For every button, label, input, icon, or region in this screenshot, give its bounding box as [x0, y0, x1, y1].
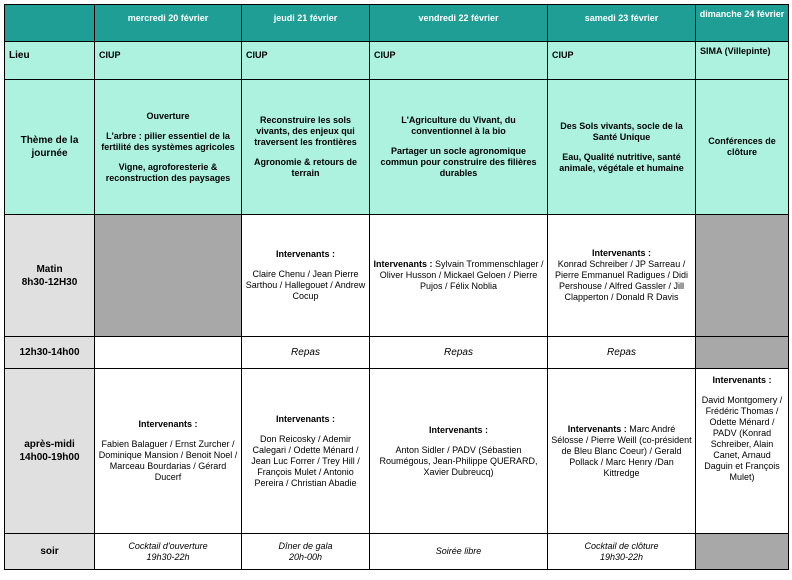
soir-thu: [242, 534, 370, 570]
lieu-sun: SIMA (Villepinte): [696, 42, 789, 80]
row-label-midi: 12h30-14h00: [5, 337, 95, 369]
theme-row: [5, 80, 789, 215]
schedule-table: [4, 4, 789, 570]
theme-thu-line1: Reconstruire les sols vivants, des enjeux qui traversent les frontières: [254, 115, 357, 147]
apres-fri-speakers: Anton Sidler / PADV (Sébastien Roumégous, Jean-Philippe QUERARD, Xavier Dubreucq): [379, 444, 538, 477]
repas-thu: Repas: [242, 337, 370, 369]
apres-time: 14h00-19h00: [19, 452, 80, 463]
soir-wed-event: Cocktail d'ouverture: [128, 540, 208, 551]
matin-sun-empty: [696, 215, 789, 337]
midi-wed-empty: [95, 337, 242, 369]
header-corner: [5, 5, 95, 42]
matin-sat-intervenants-label: Intervenants :: [591, 248, 651, 258]
theme-sat-line1: Des Sols vivants, socle de la Santé Unique: [560, 120, 683, 142]
repas-fri: Repas: [370, 337, 548, 369]
apres-thu: [242, 369, 370, 534]
matin-time: 8h30-12H30: [21, 276, 78, 288]
soir-thu-event: Dîner de gala: [278, 540, 333, 551]
matin-thu-speakers: Claire Chenu / Jean Pierre Sarthou / Hallegouet / Andrew Cocup: [245, 269, 366, 301]
matin-label: Matin: [36, 263, 63, 275]
apres-sat: [548, 369, 696, 534]
apres-row: [5, 369, 789, 534]
apres-thu-speakers: Don Reicosky / Ademir Calegari / Odette Ménard / Jean Luc Forrer / Trey Hill / François Mulet / Antonio Pereira / Christian Abadie: [251, 433, 360, 488]
midi-sun-empty: [696, 337, 789, 369]
apres-fri: [370, 369, 548, 534]
soir-sun-empty: [696, 534, 789, 570]
theme-wed-line3: Vigne, agroforesterie & reconstruction des paysages: [105, 161, 231, 183]
matin-row: [5, 215, 789, 337]
header-row: [5, 5, 789, 42]
apres-wed: [95, 369, 242, 534]
apres-wed-intervenants-label: Intervenants :: [138, 419, 198, 429]
theme-sat-line2: Eau, Qualité nutritive, santé animale, végétale et humaine: [559, 151, 684, 173]
midi-row: [5, 337, 789, 369]
day-header-wed: mercredi 20 février: [95, 5, 242, 42]
matin-fri: [370, 215, 548, 337]
matin-fri-speakers: Sylvain Trommenschlager / Oliver Husson / Mickael Geloen / Pierre Pujos / Félix Noblia: [379, 259, 544, 291]
matin-fri-intervenants-label: Intervenants :: [373, 259, 433, 269]
theme-thu: [242, 80, 370, 215]
day-header-fri: vendredi 22 février: [370, 5, 548, 42]
day-header-sat: samedi 23 février: [548, 5, 696, 42]
matin-thu: [242, 215, 370, 337]
theme-wed-line2: L'arbre : pilier essentiel de la fertilité des systèmes agricoles: [101, 130, 235, 152]
soir-sat: [548, 534, 696, 570]
theme-wed: [95, 80, 242, 215]
soir-row: [5, 534, 789, 570]
theme-thu-line2: Agronomie & retours de terrain: [253, 157, 357, 178]
apres-wed-speakers: Fabien Balaguer / Ernst Zurcher / Dominique Mansion / Benoit Noel / Marceau Bourdarias / Gérard Ducerf: [98, 439, 238, 482]
theme-sun: Conférences de clôture: [696, 80, 789, 215]
soir-wed: [95, 534, 242, 570]
row-label-theme: Thème de la journée: [5, 80, 95, 215]
theme-fri-line1: L'Agriculture du Vivant, du conventionnel à la bio: [401, 115, 516, 136]
lieu-sat: CIUP: [548, 42, 696, 80]
apres-sun-speakers: David Montgomery / Frédéric Thomas / Odette Ménard / PADV (Konrad Schreiber, Alain Canet, Arnaud Daguin et François Mulet): [701, 395, 783, 482]
theme-fri: [370, 80, 548, 215]
matin-sat: [548, 215, 696, 337]
theme-wed-line1: Ouverture: [146, 110, 190, 121]
soir-fri: Soirée libre: [370, 534, 548, 570]
lieu-row: [5, 42, 789, 80]
apres-sun-intervenants-label: Intervenants :: [712, 375, 772, 385]
row-label-soir: soir: [5, 534, 95, 570]
theme-fri-line2: Partager un socle agronomique commun pour construire des filières durables: [380, 146, 537, 178]
lieu-thu: CIUP: [242, 42, 370, 80]
apres-sat-speakers: Marc André Sélosse / Pierre Weill (co-président de Bleu Blanc Coeur) / Gerald Pollack / Marc Henry /Dan Kittredge: [551, 423, 692, 478]
day-header-thu: jeudi 21 février: [242, 5, 370, 42]
apres-sun: [696, 369, 789, 534]
soir-sat-time: 19h30-22h: [599, 551, 644, 562]
row-label-apres: [5, 369, 95, 534]
matin-thu-intervenants-label: Intervenants :: [275, 249, 335, 259]
lieu-wed: CIUP: [95, 42, 242, 80]
soir-wed-time: 19h30-22h: [146, 551, 190, 562]
theme-sat: [548, 80, 696, 215]
repas-sat: Repas: [548, 337, 696, 369]
apres-thu-intervenants-label: Intervenants :: [275, 413, 335, 424]
soir-sat-event: Cocktail de clôture: [584, 540, 659, 551]
apres-sat-intervenants-label: Intervenants :: [567, 423, 627, 434]
lieu-fri: CIUP: [370, 42, 548, 80]
soir-thu-time: 20h-00h: [288, 551, 323, 562]
matin-wed-empty: [95, 215, 242, 337]
apres-fri-intervenants-label: Intervenants :: [428, 424, 488, 435]
matin-sat-speakers: Konrad Schreiber / JP Sarreau / Pierre Emmanuel Radigues / Didi Pershouse / Alfred Gassler / Jill Clapperton / Donald R Davis: [554, 259, 689, 302]
apres-label: après-midi: [24, 439, 75, 450]
row-label-lieu: Lieu: [5, 42, 95, 80]
day-header-sun: dimanche 24 février: [696, 5, 789, 42]
row-label-matin: [5, 215, 95, 337]
